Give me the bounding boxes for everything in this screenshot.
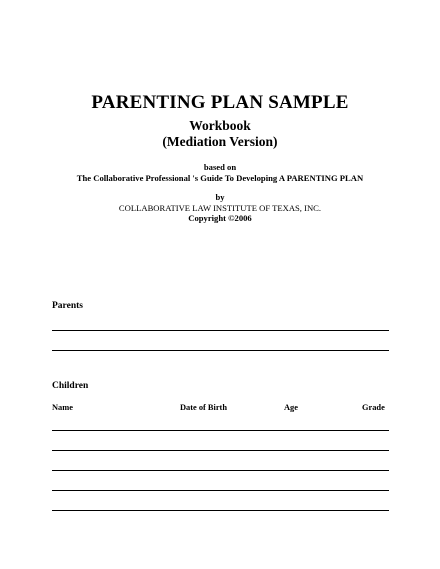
based-on-text: based on [203,162,237,172]
column-header-name: Name [52,403,73,412]
children-blank-line [52,490,389,491]
document-title: PARENTING PLAN SAMPLE [91,92,349,113]
version-subtitle: (Mediation Version) [162,134,278,149]
parents-label: Parents [52,301,83,311]
guide-title-text: The Collaborative Professional 's Guide To Developing A PARENTING PLAN [76,173,364,183]
children-blank-line [52,430,389,431]
parents-blank-line [52,330,389,331]
children-label: Children [52,381,89,391]
copyright-text: Copyright ©2006 [188,213,252,223]
column-header-age: Age [284,403,298,412]
children-blank-line [52,450,389,451]
parents-blank-line [52,350,389,351]
institute-name: COLLABORATIVE LAW INSTITUTE OF TEXAS, INC. [118,203,322,213]
by-text: by [215,192,225,202]
workbook-subtitle: Workbook [189,118,251,133]
column-header-grade: Grade [362,403,385,412]
children-blank-line [52,510,389,511]
children-blank-line [52,470,389,471]
column-header-date-of-birth: Date of Birth [180,403,227,412]
